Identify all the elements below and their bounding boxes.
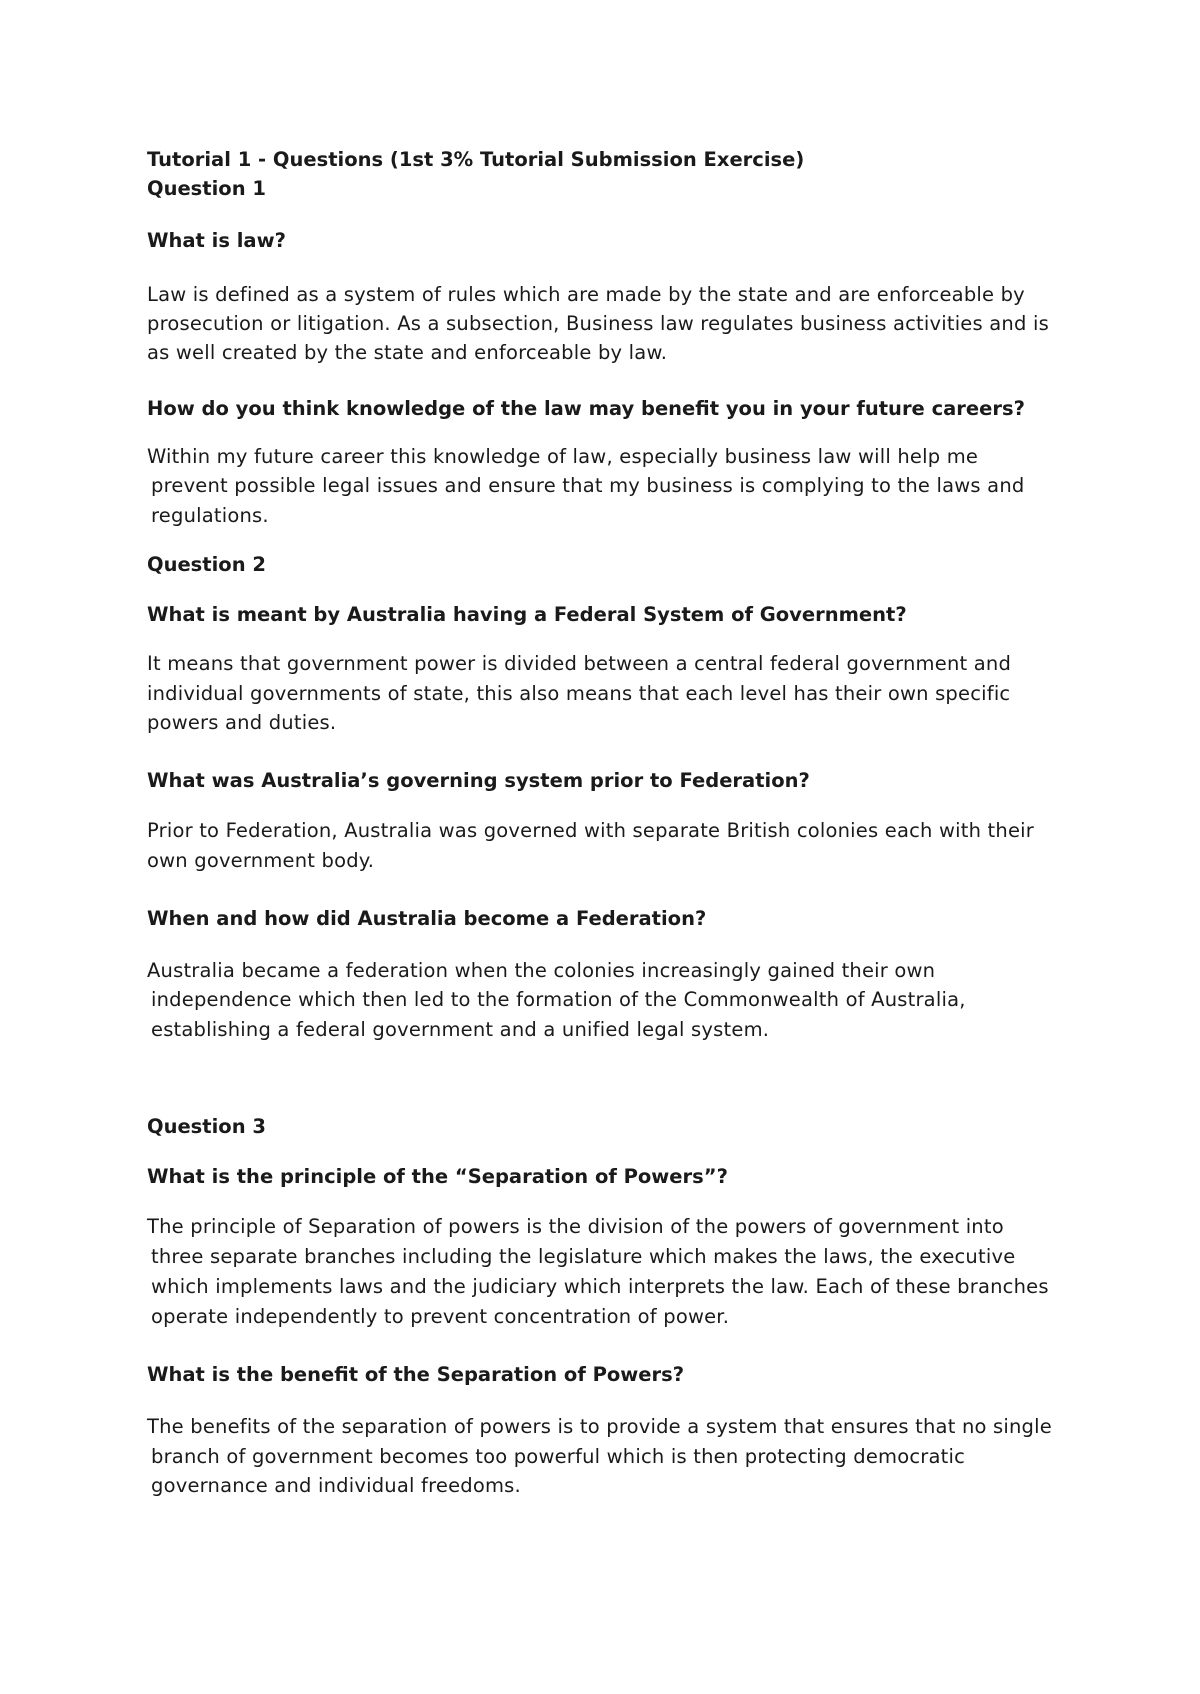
answer-line: independence which then led to the formation of the Commonwealth of Australia, <box>151 988 966 1011</box>
answer-line: individual governments of state, this also means that each level has their own specific <box>147 682 1011 705</box>
answer-line: It means that government power is divided between a central federal government and <box>147 652 1012 675</box>
question-prompt: What was Australia’s governing system prior to Federation? <box>147 769 810 792</box>
document-title: Tutorial 1 - Questions (1st 3% Tutorial Submission Exercise) <box>147 148 805 171</box>
answer-line: The principle of Separation of powers is the division of the powers of government into <box>147 1215 1004 1238</box>
answer-line: which implements laws and the judiciary which interprets the law. Each of these branches <box>151 1275 1049 1298</box>
answer-line: governance and individual freedoms. <box>151 1474 521 1497</box>
answer-line: Within my future career this knowledge of law, especially business law will help me <box>147 445 979 468</box>
answer-line: three separate branches including the legislature which makes the laws, the executive <box>151 1245 1016 1268</box>
question-prompt: What is meant by Australia having a Federal System of Government? <box>147 603 907 626</box>
answer-line: as well created by the state and enforceable by law. <box>147 341 668 364</box>
question-prompt: What is law? <box>147 229 286 252</box>
answer-line: prevent possible legal issues and ensure that my business is complying to the laws and <box>151 474 1025 497</box>
question-prompt: How do you think knowledge of the law may benefit you in your future careers? <box>147 397 1025 420</box>
answer-line: The benefits of the separation of powers is to provide a system that ensures that no single <box>147 1415 1052 1438</box>
answer-line: establishing a federal government and a unified legal system. <box>151 1018 770 1041</box>
question-heading-2: Question 2 <box>147 553 266 576</box>
answer-line: Australia became a federation when the colonies increasingly gained their own <box>147 959 936 982</box>
answer-line: regulations. <box>151 504 269 527</box>
question-prompt: What is the benefit of the Separation of Powers? <box>147 1363 685 1386</box>
question-heading-3: Question 3 <box>147 1115 266 1138</box>
question-prompt: What is the principle of the “Separation of Powers”? <box>147 1165 728 1188</box>
answer-line: Law is defined as a system of rules which are made by the state and are enforceable by <box>147 283 1025 306</box>
answer-line: operate independently to prevent concentration of power. <box>151 1305 730 1328</box>
answer-line: prosecution or litigation. As a subsection, Business law regulates business activities and is <box>147 312 1049 335</box>
answer-line: Prior to Federation, Australia was governed with separate British colonies each with their <box>147 819 1034 842</box>
answer-line: powers and duties. <box>147 711 337 734</box>
answer-line: branch of government becomes too powerful which is then protecting democratic <box>151 1445 966 1468</box>
answer-line: own government body. <box>147 849 375 872</box>
question-prompt: When and how did Australia become a Federation? <box>147 907 707 930</box>
question-heading-1: Question 1 <box>147 177 266 200</box>
